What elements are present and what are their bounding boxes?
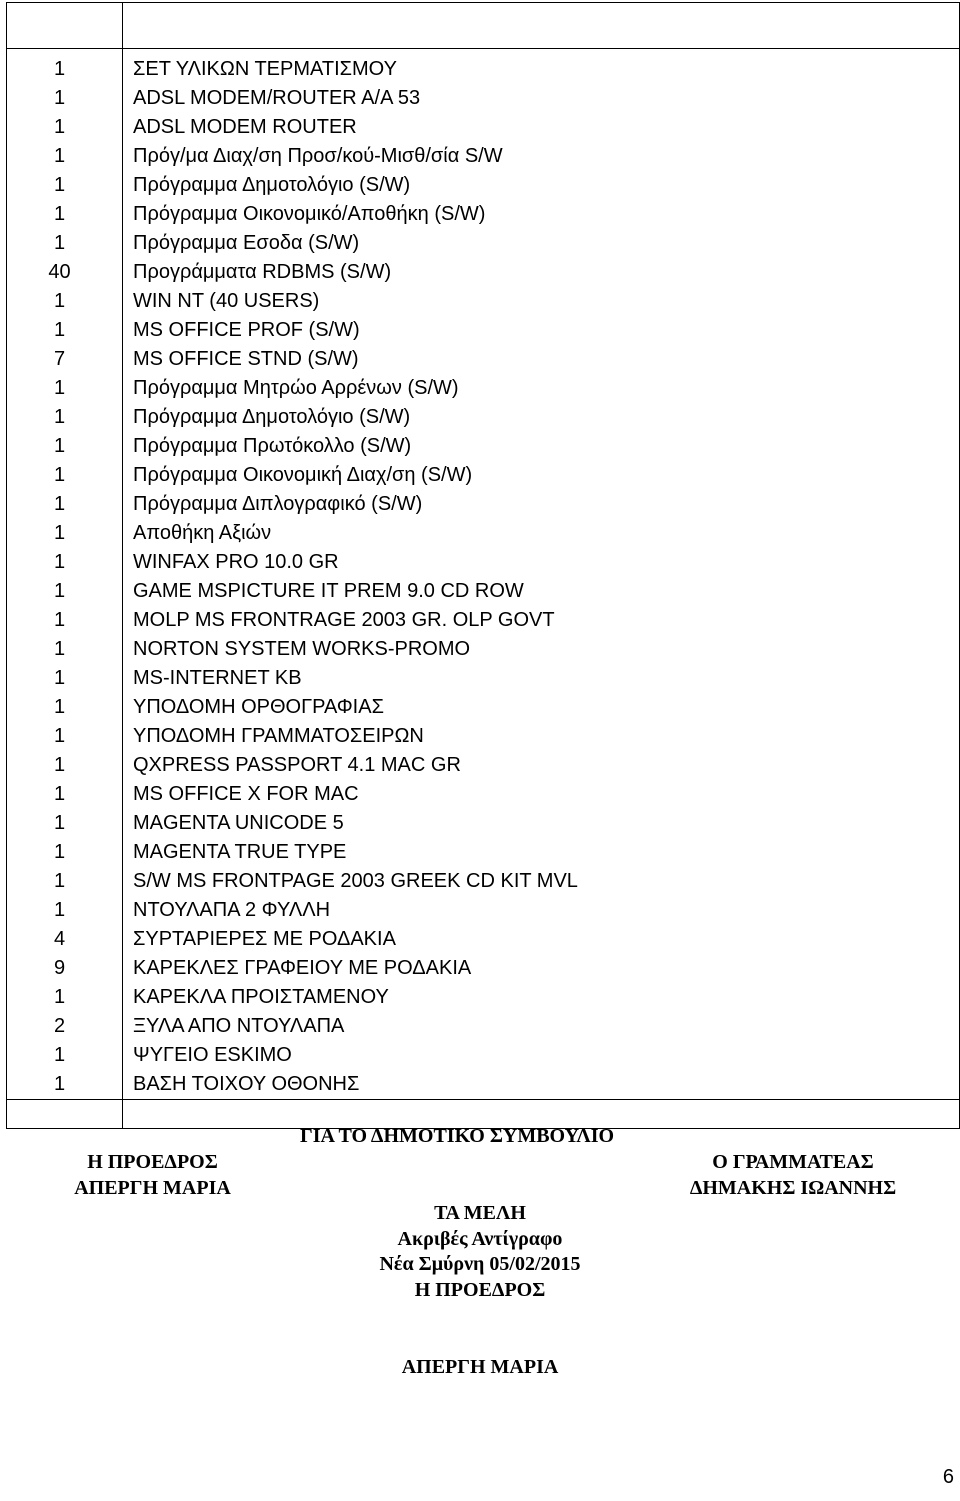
item-description: MS OFFICE PROF (S/W) [133,319,360,341]
item-description: ΨΥΓΕΙΟ ESKIMO [133,1044,292,1066]
item-qty: 1 [53,1044,66,1066]
item-qty: 9 [53,957,66,979]
certifier-name: ΑΠΕΡΓΗ ΜΑΡΙΑ [401,1356,559,1378]
item-description: ΣΥΡΤΑΡΙΕΡΕΣ ΜΕ ΡΟΔΑΚΙΑ [133,928,396,950]
secretary-title: Ο ΓΡΑΜΜΑΤΕΑΣ [712,1151,874,1173]
certified-copy-label: Ακριβές Αντίγραφο [397,1228,563,1250]
item-qty: 1 [53,551,66,573]
item-description: ADSL MODEM ROUTER [133,116,357,138]
footer-cell-qty [7,1100,123,1129]
item-qty: 1 [53,145,66,167]
item-qty: 1 [53,174,66,196]
item-description: MAGENTA TRUE TYPE [133,841,347,863]
item-qty: 1 [53,986,66,1008]
item-qty: 1 [53,754,66,776]
item-description: Πρόγ/μα Διαχ/ση Προσ/κού-Μισθ/σία S/W [133,145,503,167]
items-table [6,2,960,1129]
item-description: WIN NT (40 USERS) [133,290,320,312]
item-qty: 1 [53,464,66,486]
item-description: ΚΑΡΕΚΛΑ ΠΡΟΙΣΤΑΜΕΝΟΥ [133,986,389,1008]
item-description: MS OFFICE STND (S/W) [133,348,359,370]
item-description: GAME MSPICTURE IT PREM 9.0 CD ROW [133,580,524,602]
item-qty: 1 [53,522,66,544]
item-qty: 1 [53,812,66,834]
table-header-row [7,3,960,49]
item-description: ΞΥΛΑ ΑΠΟ ΝΤΟΥΛΑΠΑ [133,1015,345,1037]
item-description: ΥΠΟΔΟΜΗ ΟΡΘΟΓΡΑΦΙΑΣ [133,696,384,718]
item-qty: 1 [53,899,66,921]
item-description: MAGENTA UNICODE 5 [133,812,344,834]
item-qty: 1 [53,435,66,457]
item-qty: 1 [53,841,66,863]
qty-column [7,49,123,1100]
certifier-title: Η ΠΡΟΕΔΡΟΣ [414,1279,546,1301]
item-description: ADSL MODEM/ROUTER A/A 53 [133,87,421,109]
item-description: MOLP MS FRONTRAGE 2003 GR. OLP GOVT [133,609,555,631]
item-qty: 4 [53,928,66,950]
item-qty: 1 [53,319,66,341]
president-title: Η ΠΡΟΕΔΡΟΣ [87,1151,218,1173]
item-qty: 1 [53,1073,66,1095]
item-description: WINFAX PRO 10.0 GR [133,551,339,573]
description-list [123,49,959,1099]
item-qty: 40 [48,261,71,283]
item-description: Αποθήκη Αξιών [133,522,272,544]
description-column [123,49,960,1100]
item-description: Προγράμματα RDBMS (S/W) [133,261,392,283]
president-name: ΑΠΕΡΓΗ ΜΑΡΙΑ [74,1177,231,1199]
item-description: ΣΕΤ ΥΛΙΚΩΝ ΤΕΡΜΑΤΙΣΜΟΥ [133,58,397,80]
item-qty: 1 [53,377,66,399]
item-qty: 1 [53,87,66,109]
page-number: 6 [942,1466,954,1488]
item-qty: 1 [53,203,66,225]
item-qty: 1 [53,290,66,312]
item-qty: 7 [53,348,66,370]
item-description: ΝΤΟΥΛΑΠΑ 2 ΦΥΛΛΗ [133,899,331,921]
item-qty: 1 [53,667,66,689]
item-description: MS OFFICE X FOR MAC [133,783,359,805]
item-description: Πρόγραμμα Πρωτόκολλο (S/W) [133,435,412,457]
header-cell-desc [123,3,960,49]
header-cell-qty [7,3,123,49]
qty-list [7,49,122,1099]
item-qty: 1 [53,232,66,254]
item-qty: 1 [53,638,66,660]
item-qty: 1 [53,870,66,892]
item-description: S/W MS FRONTPAGE 2003 GREEK CD KIT MVL [133,870,578,892]
item-description: ΒΑΣΗ ΤΟΙΧΟΥ ΟΘΟΝΗΣ [133,1073,360,1095]
item-qty: 2 [53,1015,66,1037]
item-qty: 1 [53,696,66,718]
secretary-name: ΔΗΜΑΚΗΣ ΙΩΑΝΝΗΣ [689,1177,897,1199]
item-description: Πρόγραμμα Οικονομική Διαχ/ση (S/W) [133,464,473,486]
item-qty: 1 [53,493,66,515]
item-description: NORTON SYSTEM WORKS-PROMO [133,638,471,660]
item-description: Πρόγραμμα Διπλογραφικό (S/W) [133,493,423,515]
item-description: QXPRESS PASSPORT 4.1 MAC GR [133,754,461,776]
item-qty: 1 [53,609,66,631]
item-description: Πρόγραμμα Μητρώο Αρρένων (S/W) [133,377,459,399]
item-description: Πρόγραμμα Δημοτολόγιο (S/W) [133,406,411,428]
item-description: Πρόγραμμα Εσοδα (S/W) [133,232,360,254]
item-qty: 1 [53,406,66,428]
item-qty: 1 [53,116,66,138]
members-label: ΤΑ ΜΕΛΗ [434,1202,526,1224]
place-date: Νέα Σμύρνη 05/02/2015 [379,1253,581,1275]
item-description: Πρόγραμμα Δημοτολόγιο (S/W) [133,174,411,196]
item-qty: 1 [53,580,66,602]
item-qty: 1 [53,783,66,805]
council-heading: ΓΙΑ ΤΟ ΔΗΜΟΤΙΚΟ ΣΥΜΒΟΥΛΙΟ [300,1125,615,1147]
item-description: ΚΑΡΕΚΛΕΣ ΓΡΑΦΕΙΟΥ ΜΕ ΡΟΔΑΚΙΑ [133,957,472,979]
item-description: ΥΠΟΔΟΜΗ ΓΡΑΜΜΑΤΟΣΕΙΡΩΝ [133,725,424,747]
item-description: Πρόγραμμα Οικονομικό/Αποθήκη (S/W) [133,203,486,225]
item-qty: 1 [53,58,66,80]
table-body-row [7,49,960,1100]
item-qty: 1 [53,725,66,747]
item-description: MS-INTERNET KB [133,667,302,689]
